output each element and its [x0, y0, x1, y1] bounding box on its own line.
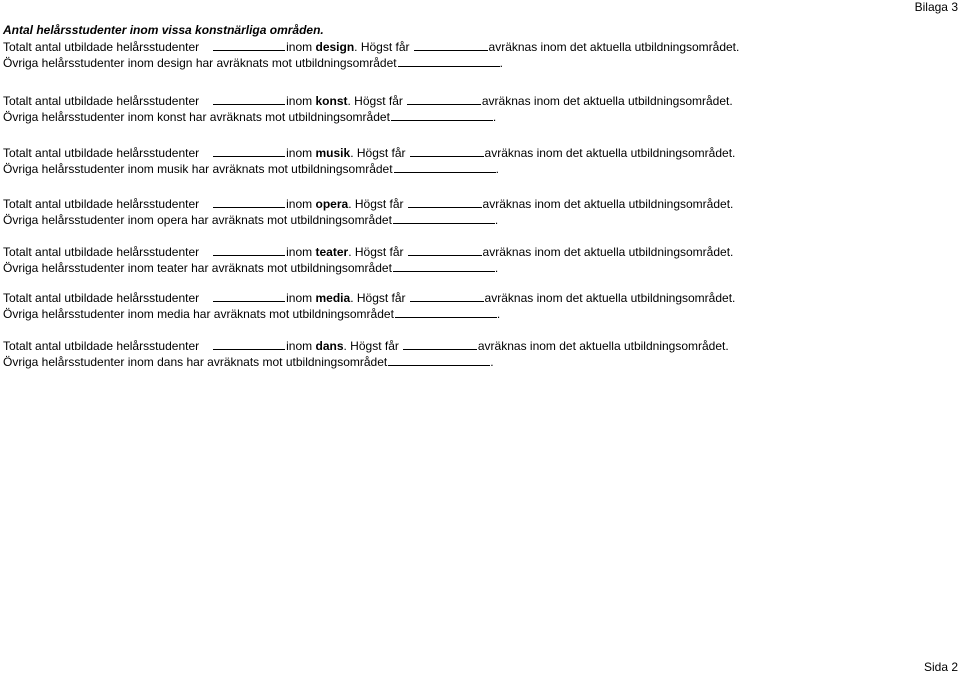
- max-suffix: avräknas inom det aktuella utbildningsområdet.: [484, 291, 736, 305]
- attachment-label: Bilaga 3: [914, 0, 958, 14]
- other-line: [3, 306, 735, 322]
- total-prefix: Totalt antal utbildade helårsstudenter: [3, 146, 200, 160]
- max-suffix: avräknas inom det aktuella utbildningsområdet.: [481, 94, 733, 108]
- max-blank[interactable]: [414, 39, 488, 51]
- max-prefix: . Högst får: [350, 291, 406, 305]
- inom-label: inom: [286, 40, 313, 54]
- other-blank[interactable]: [393, 212, 495, 224]
- other-line: [3, 161, 735, 177]
- area-block: [3, 93, 733, 125]
- page-number: Sida 2: [923, 660, 958, 674]
- max-blank[interactable]: [407, 93, 481, 105]
- total-line: [3, 338, 729, 354]
- other-prefix: Övriga helårsstudenter inom: [3, 213, 154, 227]
- other-middle: har avräknats mot utbildningsområdet: [186, 355, 388, 369]
- other-line: [3, 354, 729, 370]
- max-prefix: . Högst får: [354, 40, 410, 54]
- area-name: opera: [315, 197, 349, 211]
- total-prefix: Totalt antal utbildade helårsstudenter: [3, 197, 200, 211]
- area-name: musik: [315, 146, 351, 160]
- max-blank[interactable]: [403, 338, 477, 350]
- inom-label: inom: [286, 291, 313, 305]
- other-prefix: Övriga helårsstudenter inom: [3, 261, 154, 275]
- period: .: [495, 162, 499, 176]
- max-suffix: avräknas inom det aktuella utbildningsområdet.: [482, 197, 734, 211]
- max-blank[interactable]: [408, 196, 482, 208]
- max-blank[interactable]: [410, 145, 484, 157]
- other-middle: har avräknats mot utbildningsområdet: [193, 307, 394, 321]
- other-middle: har avräknats mot utbildningsområdet: [189, 110, 390, 124]
- area-name: teater: [315, 245, 349, 259]
- other-blank[interactable]: [394, 161, 496, 173]
- inom-label: inom: [286, 339, 313, 353]
- period: .: [496, 307, 501, 321]
- other-blank[interactable]: [393, 260, 495, 272]
- total-prefix: Totalt antal utbildade helårsstudenter: [3, 339, 200, 353]
- other-line: [3, 260, 733, 276]
- other-line: [3, 55, 739, 71]
- area-name-plain: opera: [157, 213, 188, 227]
- total-blank[interactable]: [213, 93, 285, 105]
- period: .: [490, 355, 494, 369]
- total-line: [3, 244, 733, 260]
- area-name-plain: dans: [157, 355, 184, 369]
- period: .: [494, 261, 499, 275]
- max-prefix: . Högst får: [343, 339, 399, 353]
- total-blank[interactable]: [213, 39, 285, 51]
- total-line: [3, 290, 735, 306]
- area-name-plain: teater: [157, 261, 188, 275]
- area-block: [3, 145, 735, 177]
- area-name-plain: musik: [157, 162, 189, 176]
- total-blank[interactable]: [213, 338, 285, 350]
- max-suffix: avräknas inom det aktuella utbildningsområdet.: [477, 339, 729, 353]
- other-prefix: Övriga helårsstudenter inom: [3, 162, 154, 176]
- area-name-plain: media: [157, 307, 190, 321]
- area-block: [3, 196, 733, 228]
- inom-label: inom: [286, 94, 313, 108]
- total-blank[interactable]: [213, 244, 285, 256]
- total-line: [3, 196, 733, 212]
- document-heading: Antal helårsstudenter inom vissa konstnärliga områden.: [3, 23, 324, 37]
- total-blank[interactable]: [213, 196, 285, 208]
- total-line: [3, 39, 739, 55]
- other-blank[interactable]: [395, 306, 497, 318]
- area-block: [3, 338, 729, 370]
- other-middle: har avräknats mot utbildningsområdet: [191, 261, 392, 275]
- max-prefix: . Högst får: [348, 245, 404, 259]
- inom-label: inom: [286, 197, 313, 211]
- other-middle: har avräknats mot utbildningsområdet: [191, 162, 393, 176]
- period: .: [499, 56, 503, 70]
- max-suffix: avräknas inom det aktuella utbildningsområdet.: [482, 245, 734, 259]
- area-name-plain: design: [157, 56, 193, 70]
- total-prefix: Totalt antal utbildade helårsstudenter: [3, 40, 200, 54]
- inom-label: inom: [286, 146, 313, 160]
- period: .: [492, 110, 497, 124]
- other-middle: har avräknats mot utbildningsområdet: [191, 213, 392, 227]
- other-blank[interactable]: [398, 55, 500, 67]
- max-blank[interactable]: [410, 290, 484, 302]
- other-prefix: Övriga helårsstudenter inom: [3, 355, 154, 369]
- other-prefix: Övriga helårsstudenter inom: [3, 56, 154, 70]
- other-prefix: Övriga helårsstudenter inom: [3, 110, 154, 124]
- other-line: [3, 109, 733, 125]
- total-prefix: Totalt antal utbildade helårsstudenter: [3, 245, 200, 259]
- other-middle: har avräknats mot utbildningsområdet: [195, 56, 397, 70]
- total-line: [3, 145, 735, 161]
- total-prefix: Totalt antal utbildade helårsstudenter: [3, 94, 200, 108]
- total-prefix: Totalt antal utbildade helårsstudenter: [3, 291, 200, 305]
- max-prefix: . Högst får: [347, 94, 403, 108]
- max-prefix: . Högst får: [348, 197, 404, 211]
- area-block: [3, 39, 739, 71]
- area-name-plain: konst: [157, 110, 186, 124]
- area-name: design: [315, 40, 355, 54]
- area-name: dans: [315, 339, 344, 353]
- max-blank[interactable]: [408, 244, 482, 256]
- inom-label: inom: [286, 245, 313, 259]
- area-name: konst: [315, 94, 348, 108]
- max-prefix: . Högst får: [350, 146, 406, 160]
- other-blank[interactable]: [391, 109, 493, 121]
- other-prefix: Övriga helårsstudenter inom: [3, 307, 154, 321]
- total-line: [3, 93, 733, 109]
- max-suffix: avräknas inom det aktuella utbildningsområdet.: [484, 146, 736, 160]
- other-blank[interactable]: [388, 354, 490, 366]
- total-blank[interactable]: [213, 145, 285, 157]
- area-block: [3, 244, 733, 276]
- other-line: [3, 212, 733, 228]
- max-suffix: avräknas inom det aktuella utbildningsområdet.: [488, 40, 740, 54]
- total-blank[interactable]: [213, 290, 285, 302]
- area-name: media: [315, 291, 351, 305]
- period: .: [494, 213, 499, 227]
- area-block: [3, 290, 735, 322]
